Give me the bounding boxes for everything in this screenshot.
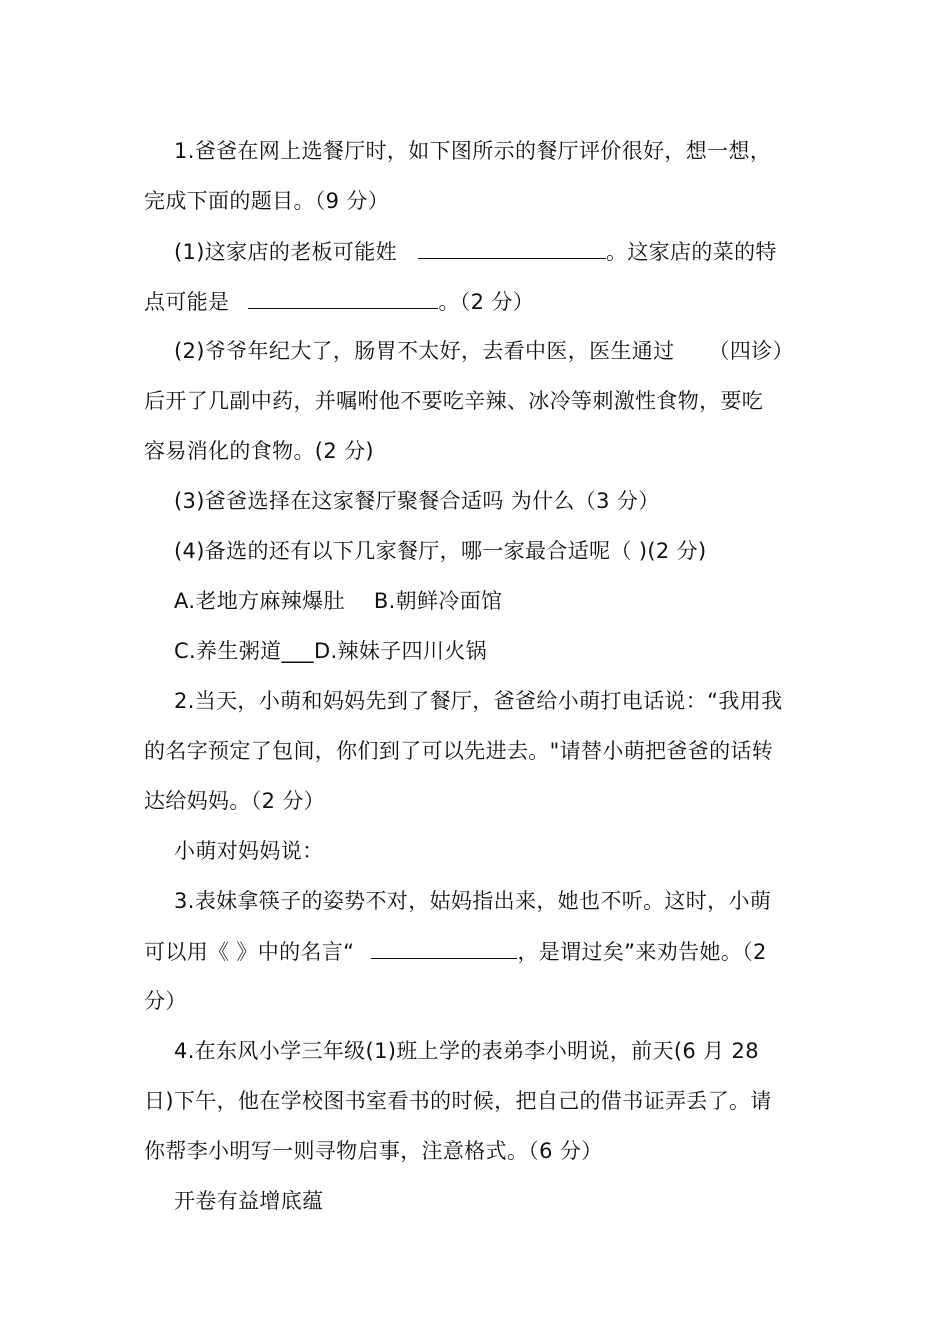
q2-line1: 2.当天，小萌和妈妈先到了餐厅，爸爸给小萌打电话说：“我用我 — [174, 689, 783, 713]
q4-line3: 你帮李小明写一则寻物启事，注意格式。（6 分） — [144, 1139, 603, 1163]
q1-part1-text-b: 。这家店的菜的特 — [605, 240, 777, 264]
q4-line1: 4.在东风小学三年级(1)班上学的表弟李小明说，前天(6 月 28 — [174, 1039, 759, 1063]
quote-answer-blank[interactable] — [371, 936, 517, 959]
q1-part2-line2: 后开了几副中药，并嘱咐他不要吃辛辣、冰冷等刺激性食物，要吃 — [144, 389, 764, 413]
q3-line3: 分） — [144, 989, 187, 1013]
q1-part1-text-d: 。（2 分） — [438, 290, 535, 314]
q1-intro-line1: 1.爸爸在网上选餐厅时，如下图所示的餐厅评价很好，想一想， — [174, 139, 772, 163]
q1-part4: (4)备选的还有以下几家餐厅，哪一家最合适呢（ )(2 分) — [174, 539, 707, 563]
q3-text-a: 可以用《 》中的名言“ — [144, 940, 355, 964]
q1-options-row1 — [174, 586, 814, 616]
q1-part2-text-a: (2)爷爷年纪大了，肠胃不太好，去看中医，医生通过 — [174, 339, 675, 363]
q1-part1-text-a: (1)这家店的老板可能姓 — [174, 240, 397, 264]
q3-text-b: ，是谓过矣”来劝告她。（2 — [517, 940, 767, 964]
q1-part2-text-b: （四诊） — [708, 339, 794, 363]
q1-part3: (3)爸爸选择在这家餐厅聚餐合适吗 为什么（3 分） — [174, 489, 660, 513]
q2-line3: 达给妈妈。（2 分） — [144, 789, 326, 813]
q1-part1-line2 — [144, 286, 814, 317]
option-b: B.朝鲜冷面馆 — [373, 589, 503, 613]
q1-part1-line1 — [174, 236, 814, 267]
q4-line2: 日)下午，他在学校图书室看书的时候，把自己的借书证弄丢了。请 — [144, 1089, 772, 1113]
surname-answer-blank[interactable] — [418, 236, 606, 259]
q1-part2-line3: 容易消化的食物。(2 分) — [144, 439, 374, 463]
dish-feature-answer-blank[interactable] — [248, 286, 438, 309]
q2-line2: 的名字预定了包间，你们到了可以先进去。"请替小萌把爸爸的话转 — [144, 739, 774, 763]
q3-line2 — [144, 936, 814, 967]
section-title: 开卷有益增底蕴 — [174, 1189, 324, 1213]
q1-intro-line2: 完成下面的题目。（9 分） — [144, 189, 390, 213]
option-a: A.老地方麻辣爆肚 — [174, 589, 345, 613]
q1-part2-line1 — [174, 336, 814, 366]
q3-line1: 3.表妹拿筷子的姿势不对，姑妈指出来，她也不听。这时，小萌 — [174, 889, 772, 913]
q1-part1-text-c: 点可能是 — [144, 290, 230, 314]
q2-answer-label: 小萌对妈妈说： — [174, 839, 324, 863]
q1-options-row2: C.养生粥道___D.辣妹子四川火锅 — [174, 639, 487, 663]
